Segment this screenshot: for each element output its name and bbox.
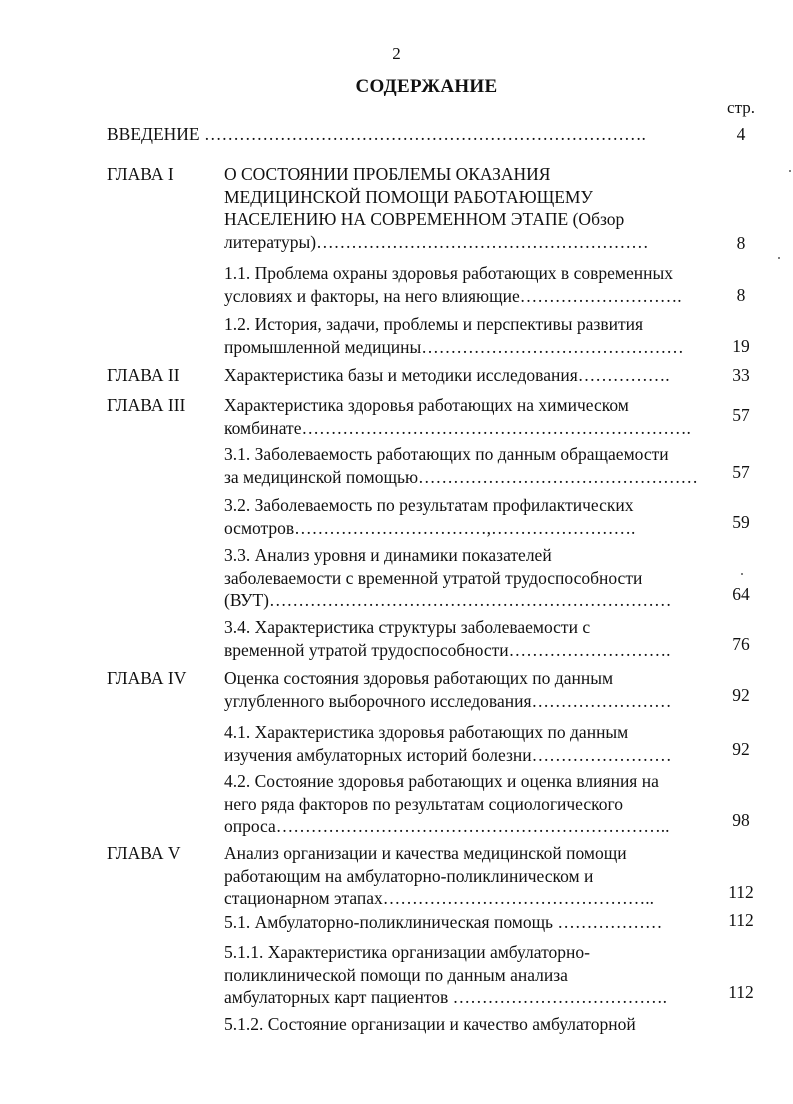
- intro-entry-page: 4: [736, 124, 746, 144]
- toc-line: Характеристика здоровья работающих на химическом: [224, 395, 629, 415]
- toc-line: 3.4. Характеристика структуры заболеваемости с: [224, 617, 591, 637]
- toc-page-number: 57: [732, 462, 750, 482]
- toc-line: О СОСТОЯНИИ ПРОБЛЕМЫ ОКАЗАНИЯ: [224, 164, 551, 184]
- toc-entry-chapter-1: [224, 163, 711, 253]
- toc-line: 5.1.1. Характеристика организации амбулаторно-: [224, 942, 590, 962]
- scan-speck: [741, 573, 743, 575]
- toc-page-number: 92: [732, 685, 750, 705]
- toc-line: углубленного выборочного исследования……………………: [224, 690, 672, 711]
- toc-line: Характеристика базы и методики исследования…………….: [224, 365, 670, 385]
- toc-entry-5-1-2: [224, 1013, 711, 1036]
- toc-page-number: 19: [732, 336, 750, 356]
- toc-entry-3-1: [224, 443, 711, 488]
- toc-entry-chapter-4: [224, 667, 711, 712]
- toc-line: 5.1.2. Состояние организации и качество амбулаторной: [224, 1014, 636, 1034]
- toc-entry-chapter-2: [224, 364, 711, 387]
- toc-page-number: 8: [736, 285, 746, 305]
- page-number: 2: [392, 44, 401, 63]
- scan-speck: [789, 170, 791, 172]
- page-title: СОДЕРЖАНИЕ: [355, 76, 498, 97]
- toc-line: 1.1. Проблема охраны здоровья работающих в современных: [224, 263, 673, 283]
- toc-entry-5-1: [224, 911, 711, 934]
- toc-line: 5.1. Амбулаторно-поликлиническая помощь ………………: [224, 912, 663, 932]
- toc-entry-chapter-3: [224, 394, 711, 439]
- toc-line: НАСЕЛЕНИЮ НА СОВРЕМЕННОМ ЭТАПЕ (Обзор: [224, 209, 625, 229]
- toc-page-number: 112: [728, 910, 754, 930]
- toc-page-number: 33: [732, 365, 750, 385]
- chapter-label-1: ГЛАВА I: [107, 164, 174, 184]
- toc-line: амбулаторных карт пациентов ……………………………….: [224, 987, 667, 1007]
- toc-line: временной утратой трудоспособности……………………….: [224, 639, 671, 660]
- chapter-label-5: ГЛАВА V: [107, 843, 181, 863]
- toc-line: промышленной медицины………………………………………: [224, 336, 684, 357]
- chapter-label-3: ГЛАВА III: [107, 395, 186, 415]
- toc-entry-3-4: [224, 616, 711, 661]
- toc-line: поликлинической помощи по данным анализа: [224, 964, 568, 985]
- toc-line: (ВУТ)……………………………………………………………: [224, 590, 672, 610]
- toc-line: литературы)…………………………………………………: [224, 231, 649, 252]
- toc-line: условиях и факторы, на него влияющие……………………….: [224, 285, 682, 306]
- toc-entry-1-1: [224, 262, 711, 307]
- toc-line: изучения амбулаторных историй болезни……………………: [224, 744, 672, 765]
- toc-entry-1-2: [224, 313, 711, 358]
- toc-page-number: 57: [732, 405, 750, 425]
- toc-page-number: 98: [732, 810, 750, 830]
- toc-entry-3-3: [224, 544, 711, 612]
- toc-page-number: 76: [732, 634, 750, 654]
- toc-line: за медицинской помощью…………………………………………: [224, 466, 699, 487]
- toc-entry-4-1: [224, 721, 711, 766]
- toc-line: заболеваемости с временной утратой трудоспособности: [224, 567, 643, 588]
- toc-line: 4.1. Характеристика здоровья работающих по данным: [224, 722, 629, 742]
- page-column-header: стр.: [727, 98, 755, 117]
- toc-page-number: 92: [732, 739, 750, 759]
- toc-line: Оценка состояния здоровья работающих по данным: [224, 668, 614, 688]
- toc-line: 3.2. Заболеваемость по результатам профилактических: [224, 495, 634, 515]
- toc-page-number: 8: [736, 233, 746, 253]
- intro-entry-text: ВВЕДЕНИЕ ………………………………………………………………….: [107, 124, 646, 144]
- chapter-label-2: ГЛАВА II: [107, 365, 180, 385]
- toc-line: осмотров……………………………,…………………….: [224, 517, 636, 538]
- toc-line: него ряда факторов по результатам социологического: [224, 793, 623, 814]
- toc-page-number: 59: [732, 512, 750, 532]
- toc-page-number: 112: [728, 882, 754, 902]
- toc-page-number: 112: [728, 982, 754, 1002]
- toc-line: 4.2. Состояние здоровья работающих и оценка влияния на: [224, 771, 659, 791]
- toc-line: работающим на амбулаторно-поликлиническом и: [224, 865, 594, 886]
- toc-entry-4-2: [224, 770, 711, 838]
- toc-entry-5-1-1: [224, 941, 711, 1009]
- toc-line: опроса…………………………………………………………..: [224, 816, 670, 836]
- toc-entry-chapter-5: [224, 842, 711, 910]
- toc-line: МЕДИЦИНСКОЙ ПОМОЩИ РАБОТАЮЩЕМУ: [224, 186, 593, 207]
- toc-page-number: 64: [732, 584, 750, 604]
- toc-line: стационарном этапах………………………………………..: [224, 888, 655, 908]
- scan-speck: [778, 257, 780, 259]
- toc-line: 1.2. История, задачи, проблемы и перспективы развития: [224, 314, 644, 334]
- chapter-label-4: ГЛАВА IV: [107, 668, 187, 688]
- toc-line: Анализ организации и качества медицинской помощи: [224, 843, 627, 863]
- toc-line: 3.3. Анализ уровня и динамики показателей: [224, 545, 552, 565]
- toc-line: 3.1. Заболеваемость работающих по данным обращаемости: [224, 444, 669, 464]
- toc-line: комбинате………………………………………………………….: [224, 417, 691, 438]
- toc-entry-3-2: [224, 494, 711, 539]
